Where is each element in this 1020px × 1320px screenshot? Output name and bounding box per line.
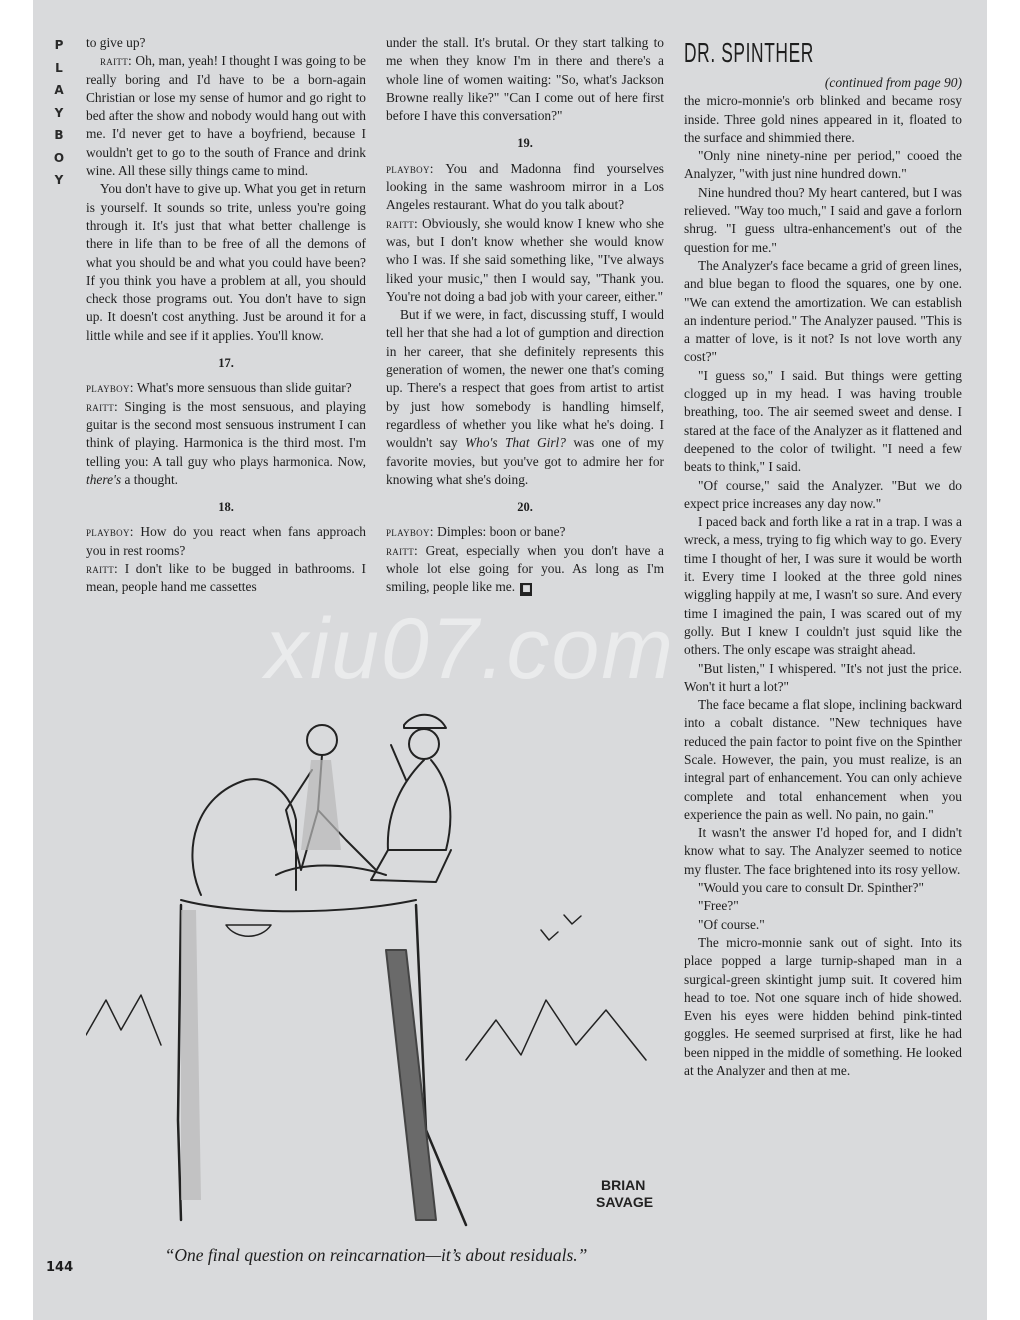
brand-letter: Y xyxy=(54,173,64,187)
brand-letter: A xyxy=(54,83,64,97)
speaker-label: playboy: xyxy=(86,524,134,540)
story-paragraph: the micro-monnie's orb blinked and became rosy inside. Three gold nines appeared in it, floated to the surface and shimmied there. xyxy=(684,93,962,145)
answer-text: a thought. xyxy=(124,471,179,487)
speaker-label: playboy: xyxy=(86,380,134,396)
interview-column-1 xyxy=(86,34,366,597)
story-paragraph: The micro-monnie sank out of sight. Into its place popped a large turnip-shaped man in a surgical-green skintight jump suit. It covered him head to toe. Not one square inch of hide showed. Even his eyes were hidden behind pink-tinted goggles. He seemed surprised at first, like he had been nipped in the middle of something. He looked at the Analyzer and then at me. xyxy=(684,934,962,1079)
answer-text: Oh, man, yeah! I thought I was going to be really boring and I'd have to be a born-again Christian or lose my sense of humor and go right to bed after the show and nobody would hang out with me. I'd never get to have a boyfriend, because I wouldn't get to go to the south of France and drink wine. All these silly things came to mind. xyxy=(86,53,366,179)
story-paragraph: Nine hundred thou? My heart cantered, but I was relieved. "Way too much," I said and gave a forlorn shrug. "I guess ultra-enhancement's out of the question for me." xyxy=(684,184,962,255)
question-text: Dimples: boon or bane? xyxy=(437,524,566,540)
question-number: 17. xyxy=(218,356,234,371)
speaker-label: raitt: xyxy=(100,53,133,69)
paragraph: to give up? xyxy=(86,35,146,50)
question-text: How do you react when fans approach you in rest rooms? xyxy=(86,524,366,558)
speaker-label: playboy: xyxy=(386,160,434,176)
story-column xyxy=(684,34,962,1080)
answer-text: I don't like to be bugged in bathrooms. I mean, people hand me cassettes xyxy=(86,561,366,595)
speaker-label: raitt: xyxy=(86,398,119,414)
artist-signature: SAVAGE xyxy=(596,1194,654,1210)
answer-text: Singing is the most sensuous, and playing guitar is the second most sensuous instrument I can think of playing. Harmonica is the third most. I'm telling you: A tall guy who plays harmonica. Now, xyxy=(86,398,366,469)
speaker-label: playboy: xyxy=(386,524,434,540)
answer-text: Great, especially when you don't have a whole lot else going for you. As long as I'm smiling, people like me. xyxy=(386,542,664,595)
paragraph xyxy=(386,306,664,489)
question-number: 19. xyxy=(517,136,533,151)
story-paragraph: "Of course," said the Analyzer. "But we do expect price increases any day now." xyxy=(684,477,962,511)
story-paragraph: "Only nine ninety-nine per period," cooed the Analyzer, "with just nine hundred down." xyxy=(684,148,962,182)
interview-column-2 xyxy=(386,34,664,597)
brand-letter: P xyxy=(54,38,64,52)
story-paragraph: The Analyzer's face became a grid of green lines, and blue began to flood the squares, one by one. "We can extend the amortization. We can establish an indenture period." The Analyzer paused. "This is a matter of love, is it not? Is not love worth any cost?" xyxy=(684,257,962,365)
brand-letter: L xyxy=(55,60,63,75)
story-paragraph: The face became a flat slope, inclining backward into a cobalt distance. "New techniques have reduced the pain factor to point five on the Spinther Scale. However, the pain, you must realize, is an integral part of enhancement. You can only achieve complete and total enhancement when you experience the pain as well. No pain, no gain." xyxy=(684,697,962,822)
speaker-label: raitt: xyxy=(386,215,419,231)
answer xyxy=(386,215,664,306)
story-paragraph: "Free?" xyxy=(698,898,739,914)
story-paragraph: "Would you care to consult Dr. Spinther?" xyxy=(698,880,924,896)
speaker-label: raitt: xyxy=(386,542,419,558)
answer-text: was one of my favorite movies, but you've got to admire her for knowing what she's doing. xyxy=(386,435,664,487)
question xyxy=(86,379,366,397)
question xyxy=(386,523,664,541)
bunny-icon: ■ xyxy=(522,584,531,595)
question-number: 18. xyxy=(218,500,234,515)
paragraph: under the stall. It's brutal. Or they start talking to me when they know I'm in there and there's a whole line of women waiting: "So, what's Jackson Browne really like?" "Can I come out of here first before I have this conversation?" xyxy=(386,35,664,124)
story-paragraph: "Of course." xyxy=(698,916,765,932)
speaker-label: raitt: xyxy=(86,561,119,577)
cartoon-caption: “One final question on reincarnation—it’s about residuals.” xyxy=(164,1245,588,1265)
story-paragraph: "I guess so," I said. But things were getting clogged up in my head. I was having trouble breathing, too. The air seemed sweet and dense. I stared at the face of the Analyzer as it flattened and deepened to the color of twilight. "I need a few beats to think," I said. xyxy=(684,367,962,475)
paragraph: You don't have to give up. What you get in return is yourself. It sounds so trite, unless you're going through it. It's just that what better challenge is there in life than to be free of all the demons of what you should be and what you could have been? If you think you have a problem at all, you should check those programs out. You don't have to sign up. It doesn't cost anything. Just be around it for a little while and see if it applies. You'll know. xyxy=(86,181,366,343)
answer-text: Obviously, she would know I knew who she was, but I don't know whether she would know who I was. If she said something like, "I've always liked your music," then I would say, "Thank you. You're not doing a bad job with your career, either." xyxy=(386,215,664,304)
paragraph xyxy=(86,52,366,180)
emphasis: there's xyxy=(86,471,122,487)
question-text: You and Madonna find yourselves looking in the same washroom mirror in a Los Angeles restaurant. What do you talk about? xyxy=(386,160,664,213)
page-number: 144 xyxy=(46,1260,74,1275)
cartoon-illustration xyxy=(86,700,666,1235)
brand-letter: Y xyxy=(54,105,64,120)
answer-text: But if we were, in fact, discussing stuff, I would tell her that she had a lot of gumption and direction in her career, that she definitely represents this generation of women, the newer one that's coming up. There's a respect that goes from artist to artist by just how somebody is handling himself, regardless of whether you like what he's doing. I wouldn't say xyxy=(386,307,664,451)
brand-letter: O xyxy=(53,150,65,165)
story-headline: DR. SPINTHER xyxy=(684,37,814,68)
brand-letter: B xyxy=(54,128,64,142)
question-text: What's more sensuous than slide guitar? xyxy=(136,380,352,396)
question xyxy=(86,523,366,560)
answer xyxy=(86,560,366,597)
story-paragraph: I paced back and forth like a rat in a trap. I was a wreck, a mess, trying to fig which way to go. Every time I thought of her, I was sure it would be worth it. Every time I looked at the three gold nines wiggling happily at me, I wasn't so sure. And every time I imagined the pain, I was scared out of my golly. But I knew I couldn't just squid like the others. The only escape was straight ahead. xyxy=(684,514,962,658)
vertical-brand xyxy=(52,34,66,192)
story-paragraph: It wasn't the answer I'd hoped for, and I didn't know what to say. The Analyzer seemed to notice my fluster. The face brightened into its rosy yellow. xyxy=(684,825,962,877)
question xyxy=(386,160,664,215)
artist-signature: BRIAN xyxy=(601,1177,646,1193)
answer xyxy=(86,398,366,489)
watermark: xiu07.com xyxy=(265,601,675,697)
movie-title: Who's That Girl? xyxy=(464,435,566,451)
continued-note: (continued from page 90) xyxy=(824,75,962,90)
story-paragraph: "But listen," I whispered. "It's not just the price. Won't it hurt a lot?" xyxy=(684,660,962,694)
answer xyxy=(386,542,664,597)
question-number: 20. xyxy=(517,500,533,515)
